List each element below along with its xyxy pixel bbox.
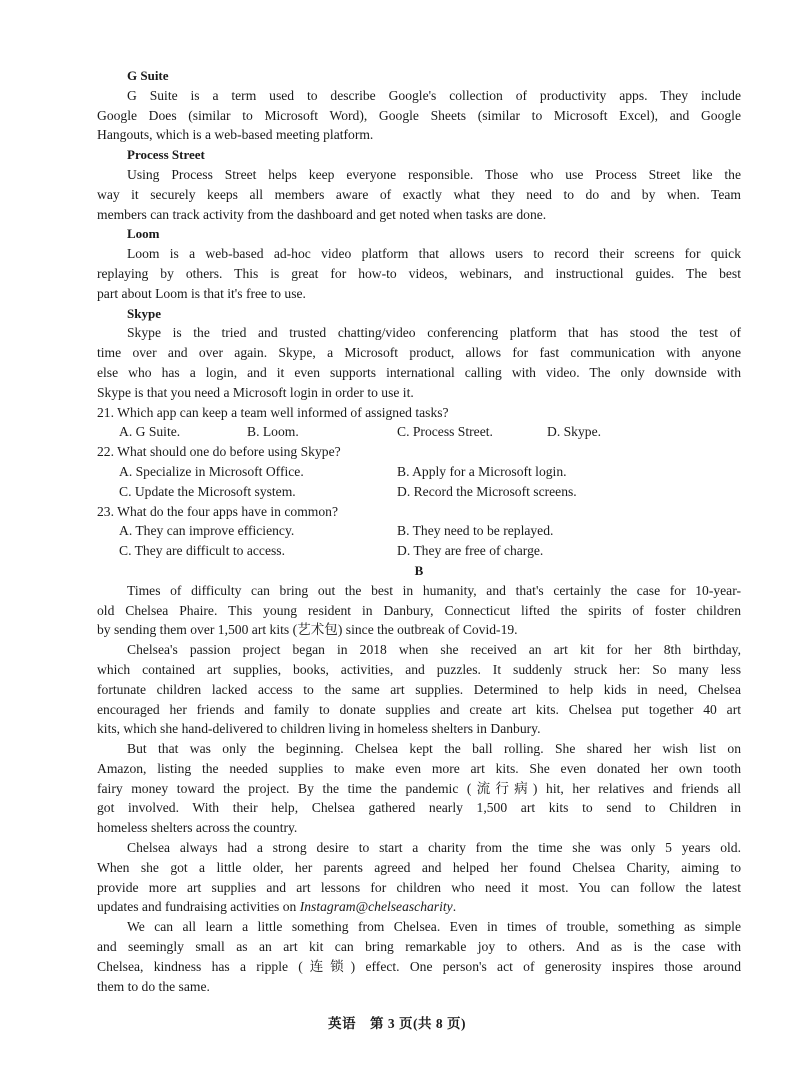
question-23-option-d[interactable]: D. They are free of charge. bbox=[397, 543, 544, 559]
b-p3-line-3: fairy money toward the project. By the time the pandemic (流行病) hit, her relatives and friends all bbox=[97, 780, 741, 796]
question-21-option-c[interactable]: C. Process Street. bbox=[397, 424, 493, 440]
question-22-options-row-2 bbox=[97, 482, 741, 502]
question-22-options-row-1 bbox=[97, 462, 741, 482]
question-21-options bbox=[97, 422, 741, 442]
question-22-stem: 22. What should one do before using Skype? bbox=[97, 444, 341, 460]
question-23-stem: 23. What do the four apps have in common? bbox=[97, 503, 338, 519]
b-p4-line-2: When she got a little older, her parents agreed and helped her found Chelsea Charity, aiming to bbox=[97, 859, 741, 875]
question-23-options-row-1 bbox=[97, 521, 741, 541]
b-p3-line-1: But that was only the beginning. Chelsea kept the ball rolling. She shared her wish list on bbox=[127, 741, 741, 757]
question-22-option-c[interactable]: C. Update the Microsoft system. bbox=[119, 483, 296, 499]
b-p1-line-1: Times of difficulty can bring out the best in humanity, and that's certainly the case for 10-year- bbox=[127, 582, 741, 598]
question-21-option-a[interactable]: A. G Suite. bbox=[119, 424, 181, 440]
section-b-label: B bbox=[414, 562, 424, 578]
instagram-handle: Instagram@chelseascharity bbox=[299, 899, 453, 915]
b-p5-line-2: and seemingly small as an art kit can bring remarkable joy to others. And as is the case with bbox=[97, 939, 741, 955]
question-22-option-d[interactable]: D. Record the Microsoft screens. bbox=[397, 483, 577, 499]
b-p2-line-5: kits, which she hand-delivered to children living in homeless shelters in Danbury. bbox=[97, 721, 541, 737]
b-p2-line-4: encouraged her friends and family to donate supplies and create art kits. Chelsea put together 40 art bbox=[97, 701, 741, 717]
b-p4-line-1: Chelsea always had a strong desire to start a charity from the time she was only 5 years old. bbox=[127, 840, 741, 856]
b-p4-line-3: provide more art supplies and art lessons for children who need it most. You can follow the latest bbox=[97, 879, 741, 895]
loom-line-1: Loom is a web-based ad-hoc video platform that allows users to record their screens for quick bbox=[127, 246, 741, 262]
process-street-heading: Process Street bbox=[127, 147, 205, 163]
b-p3-line-2: Amazon, listing the needed supplies to make even more art kits. She even donated her own tooth bbox=[97, 760, 741, 776]
b-p1-line-2: old Chelsea Phaire. This young resident in Danbury, Connecticut lifted the spirits of foster children bbox=[97, 602, 741, 618]
process-street-line-1: Using Process Street helps keep everyone responsible. Those who use Process Street like the bbox=[127, 166, 741, 182]
b-p5-line-3: Chelsea, kindness has a ripple (连锁) effect. One person's act of generosity inspires those around bbox=[97, 958, 741, 974]
skype-line-1: Skype is the tried and trusted chatting/video conferencing platform that has stood the test of bbox=[127, 325, 741, 341]
question-23-option-a[interactable]: A. They can improve efficiency. bbox=[119, 523, 295, 539]
b-p2-line-3: fortunate children lacked access to the same art supplies. Determined to help kids in need, Chelsea bbox=[97, 681, 741, 697]
skype-line-3: else who has a login, and it even supports international calling with video. The only downside with bbox=[97, 364, 741, 380]
gsuite-line-2: Google Does (similar to Microsoft Word), Google Sheets (similar to Microsoft Excel), and Google bbox=[97, 107, 741, 123]
gsuite-line-1: G Suite is a term used to describe Google's collection of productivity apps. They include bbox=[127, 87, 741, 103]
loom-line-3: part about Loom is that it's free to use. bbox=[97, 285, 306, 301]
b-p4-line-4 bbox=[97, 897, 741, 917]
loom-line-2: replaying by others. This is great for how-to videos, webinars, and instructional guides. The best bbox=[97, 265, 741, 281]
b-p3-line-5: homeless shelters across the country. bbox=[97, 820, 298, 836]
b-p4-last-prefix: updates and fundraising activities on bbox=[97, 899, 300, 915]
b-p4-last-suffix: . bbox=[452, 899, 457, 915]
question-21-option-d[interactable]: D. Skype. bbox=[547, 424, 601, 440]
skype-line-4: Skype is that you need a Microsoft login in order to use it. bbox=[97, 384, 414, 400]
process-street-line-3: members can track activity from the dashboard and get noted when tasks are done. bbox=[97, 206, 547, 222]
loom-heading: Loom bbox=[127, 226, 160, 242]
question-22-option-a[interactable]: A. Specialize in Microsoft Office. bbox=[119, 463, 304, 479]
skype-line-2: time over and over again. Skype, a Microsoft product, allows for fast communication with anyone bbox=[97, 345, 741, 361]
gsuite-line-3: Hangouts, which is a web-based meeting platform. bbox=[97, 127, 374, 143]
exam-page bbox=[97, 66, 741, 996]
gsuite-heading: G Suite bbox=[127, 68, 169, 83]
question-22-option-b[interactable]: B. Apply for a Microsoft login. bbox=[397, 463, 567, 479]
b-p1-line-3: by sending them over 1,500 art kits (艺术包) since the outbreak of Covid-19. bbox=[97, 622, 518, 638]
question-23-option-b[interactable]: B. They need to be replayed. bbox=[397, 523, 554, 539]
b-p2-line-1: Chelsea's passion project began in 2018 when she received an art kit for her 8th birthday, bbox=[127, 642, 741, 658]
skype-heading: Skype bbox=[127, 305, 161, 321]
question-23-option-c[interactable]: C. They are difficult to access. bbox=[119, 543, 285, 559]
page-footer: 英语 第 3 页(共 8 页) bbox=[328, 1016, 466, 1031]
question-23-options-row-2 bbox=[97, 541, 741, 561]
b-p3-line-4: got involved. With their help, Chelsea gathered nearly 1,500 art kits to send to Children in bbox=[97, 800, 741, 816]
question-21-stem: 21. Which app can keep a team well informed of assigned tasks? bbox=[97, 404, 449, 420]
process-street-line-2: way it securely keeps all members aware of exactly what they need to do and by when. Team bbox=[97, 186, 741, 202]
b-p2-line-2: which contained art supplies, books, activities, and puzzles. It suddenly struck her: So many less bbox=[97, 661, 741, 677]
b-p5-line-1: We can all learn a little something from Chelsea. Even in times of trouble, something as simple bbox=[127, 919, 741, 935]
b-p5-line-4: them to do the same. bbox=[97, 978, 210, 994]
question-21-option-b[interactable]: B. Loom. bbox=[247, 424, 299, 440]
